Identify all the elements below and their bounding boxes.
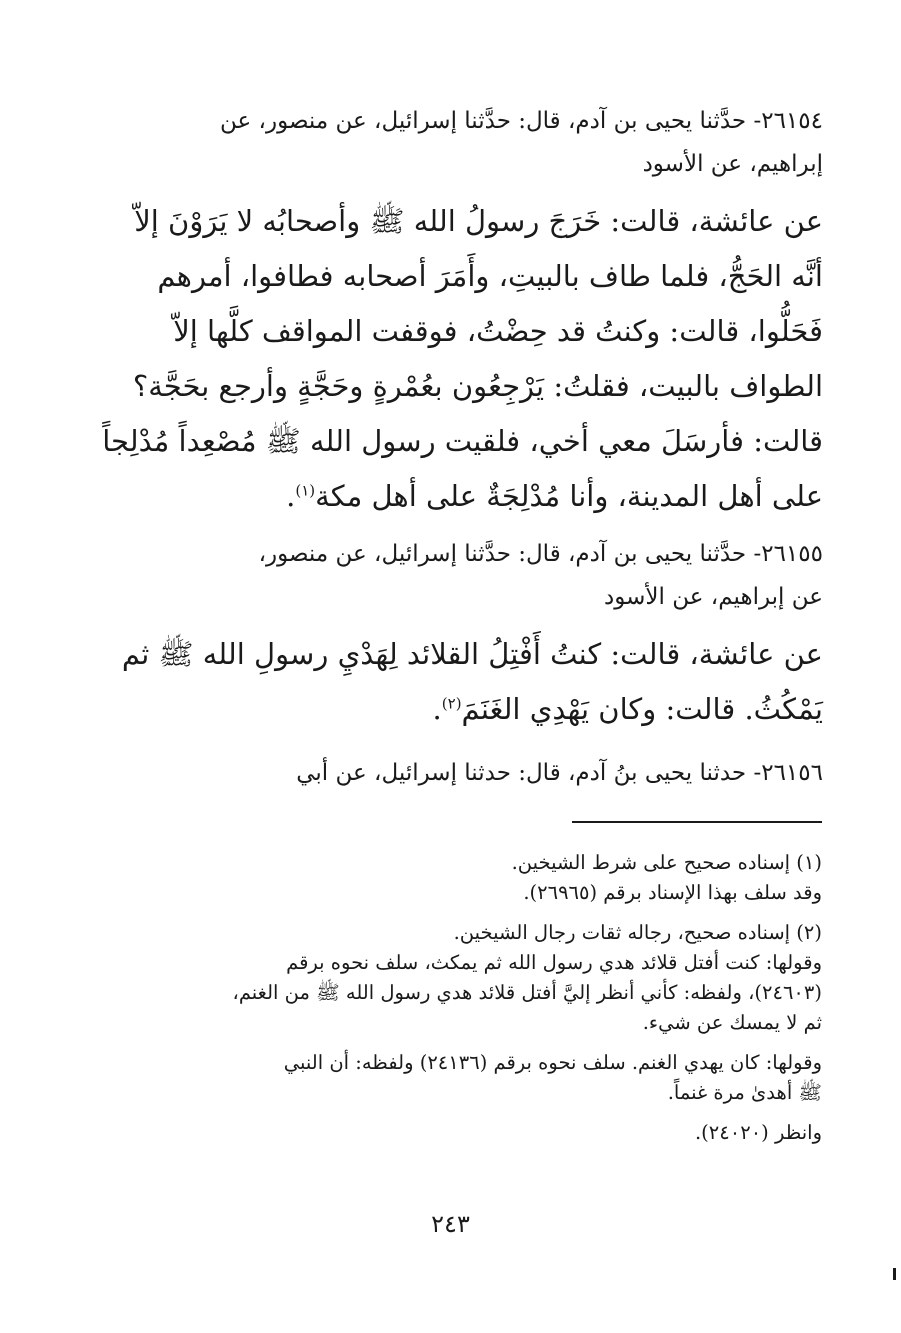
- matn-line-text: على أهل المدينة، وأنا مُدْلِجَةٌ على أهل مكة: [315, 479, 823, 513]
- isnad-line: ٢٦١٥٤- حدَّثنا يحيى بن آدم، قال: حدَّثنا إسرائيل، عن منصور، عن: [220, 108, 823, 134]
- footnote-line: وقولها: كان يهدي الغنم. سلف نحوه برقم (٢٤١٣٦) ولفظه: أن النبي: [283, 1051, 822, 1074]
- footnote-line: (٢٤٦٠٣)، ولفظه: كأني أنظر إليَّ أفتل قلائد هدي رسول الله ﷺ من الغنم،: [232, 981, 822, 1004]
- matn-line: قالت: فأرسَلَ معي أخي، فلقيت رسول الله ﷺ مُصْعِداً مُدْلِجاً: [102, 424, 823, 458]
- matn-line: فَحَلُّوا، قالت: وكنتُ قد حِضْتُ، فوقفت المواقف كلَّها إلاّ: [173, 314, 823, 348]
- footnote-separator: [572, 821, 822, 823]
- isnad-line: إبراهيم، عن الأسود: [642, 151, 823, 177]
- footnote-2-para: [122, 1048, 822, 1108]
- footnote-line: (٢) إسناده صحيح، رجاله ثقات رجال الشيخين.: [453, 921, 822, 944]
- page-number: ٢٤٣: [431, 1210, 470, 1238]
- footnote-2-para: [122, 1118, 822, 1148]
- footnote-1: [122, 848, 822, 878]
- footnote-line: ثم لا يمسك عن شيء.: [642, 1011, 822, 1034]
- isnad-line: ٢٦١٥٥- حدَّثنا يحيى بن آدم، قال: حدَّثنا إسرائيل، عن منصور،: [258, 541, 823, 567]
- footnote-ref-1[interactable]: (١): [295, 481, 316, 500]
- matn-end-mark: .: [286, 479, 296, 513]
- footnote-line: (١) إسناده صحيح على شرط الشيخين.: [511, 851, 822, 874]
- hadith-26156-isnad: [128, 752, 823, 795]
- footnote-2-para: [122, 948, 822, 1038]
- matn-line: [120, 682, 823, 737]
- isnad-line: ٢٦١٥٦- حدثنا يحيى بنُ آدم، قال: حدثنا إسرائيل، عن أبي: [296, 760, 823, 786]
- footnotes: [122, 848, 822, 1148]
- footnote-2: [122, 918, 822, 948]
- footnote-ref-2[interactable]: (٢): [441, 694, 462, 713]
- matn-end-mark: .: [432, 692, 442, 726]
- isnad-line: عن إبراهيم، عن الأسود: [604, 584, 823, 610]
- scan-edge-mark: [893, 1268, 896, 1280]
- footnote-line: وانظر (٢٤٠٢٠).: [694, 1121, 822, 1144]
- matn-line: أنَّه الحَجُّ، فلما طاف بالبيتِ، وأَمَرَ أصحابه فطافوا، أمرهم: [157, 259, 823, 293]
- hadith-26154-isnad: [128, 100, 823, 186]
- matn-line: الطواف بالبيت، فقلتُ: يَرْجِعُون بعُمْرةٍ وحَجَّةٍ وأرجع بحَجَّة؟: [132, 369, 823, 403]
- footnote-1-cont: [122, 878, 822, 908]
- matn-line: عن عائشة، قالت: كنتُ أَفْتِلُ القلائد لِهَدْيِ رسولِ الله ﷺ ثم: [121, 637, 823, 671]
- matn-line: [120, 469, 823, 524]
- matn-line-text: يَمْكُثُ. قالت: وكان يَهْدِي الغَنَمَ: [461, 692, 823, 726]
- footnote-line: وقد سلف بهذا الإسناد برقم (٢٦٩٦٥).: [523, 881, 822, 904]
- hadith-26155-matn: [120, 627, 823, 737]
- footnote-line: ﷺ أهدىٰ مرة غنماً.: [667, 1081, 822, 1104]
- footnote-line: وقولها: كنت أفتل قلائد هدي رسول الله ثم يمكث، سلف نحوه برقم: [286, 951, 822, 974]
- hadith-26155-isnad: [128, 533, 823, 619]
- matn-line: عن عائشة، قالت: خَرَجَ رسولُ الله ﷺ وأصحابُه لا يَرَوْنَ إلاّ: [134, 204, 823, 238]
- hadith-26154-matn: [102, 194, 823, 524]
